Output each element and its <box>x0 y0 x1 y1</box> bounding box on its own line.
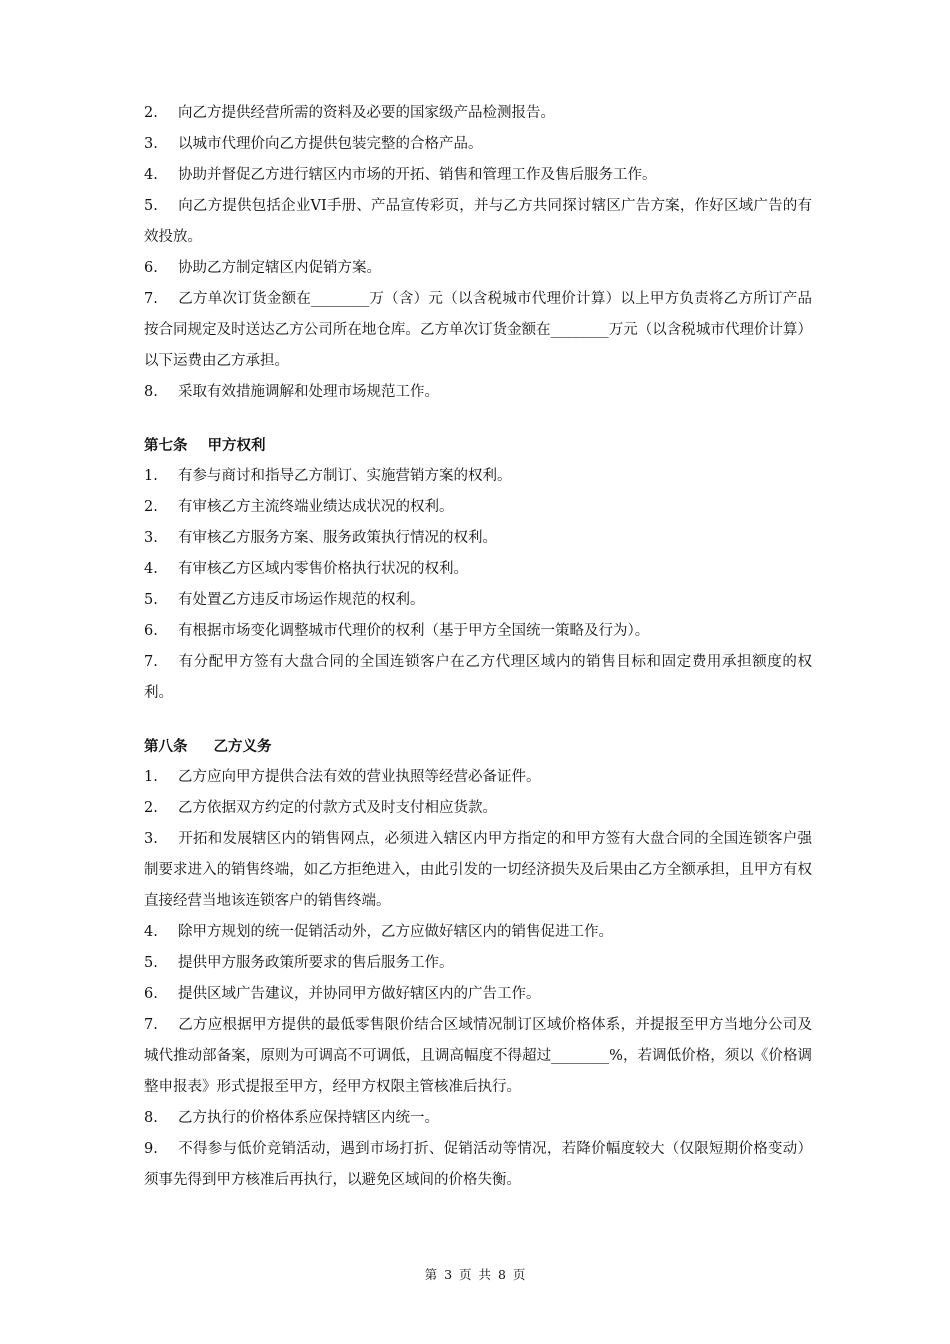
list-item: 5. 向乙方提供包括企业VI手册、产品宣传彩页，并与乙方共同探讨辖区广告方案，作好区域广告的有效投放。 <box>144 198 812 245</box>
list-item: 6. 有根据市场变化调整城市代理价的权利（基于甲方全国统一策略及行为）。 <box>144 623 650 639</box>
list-item: 7. 有分配甲方签有大盘合同的全国连锁客户在乙方代理区域内的销售目标和固定费用承担额度的权利。 <box>144 654 812 701</box>
list-item: 4. 除甲方规划的统一促销活动外，乙方应做好辖区内的销售促进工作。 <box>144 924 613 940</box>
section-heading: 第七条 甲方权利 <box>144 437 266 454</box>
list-item: 3. 以城市代理价向乙方提供包装完整的合格产品。 <box>144 136 483 152</box>
list-item: 7. 乙方单次订货金额在________万（含）元（以含税城市代理价计算）以上甲方负责将乙方所订产品按合同规定及时送达乙方公司所在地仓库。乙方单次订货金额在________万元（以含税城市代理价计算）以下运费由乙方承担。 <box>144 291 812 369</box>
section-spacer <box>144 709 812 731</box>
list-item: 2. 有审核乙方主流终端业绩达成状况的权利。 <box>144 499 454 515</box>
list-item: 3. 有审核乙方服务方案、服务政策执行情况的权利。 <box>144 530 497 546</box>
list-item: 4. 有审核乙方区域内零售价格执行状况的权利。 <box>144 561 468 577</box>
section-heading: 第八条 乙方义务 <box>144 738 272 755</box>
list-item: 6. 提供区域广告建议，并协同甲方做好辖区内的广告工作。 <box>144 986 541 1002</box>
list-item: 5. 有处置乙方违反市场运作规范的权利。 <box>144 592 425 608</box>
list-item: 1. 有参与商讨和指导乙方制订、实施营销方案的权利。 <box>144 468 512 484</box>
list-item: 2. 乙方依据双方约定的付款方式及时支付相应货款。 <box>144 800 497 816</box>
document-body <box>144 98 812 1196</box>
list-item: 4. 协助并督促乙方进行辖区内市场的开拓、销售和管理工作及售后服务工作。 <box>144 167 657 183</box>
list-item: 9. 不得参与低价竞销活动，遇到市场打折、促销活动等情况，若降价幅度较大（仅限短期价格变动）须事先得到甲方核准后再执行，以避免区域间的价格失衡。 <box>144 1141 812 1188</box>
list-item: 1. 乙方应向甲方提供合法有效的营业执照等经营必备证件。 <box>144 769 541 785</box>
section-spacer <box>144 408 812 430</box>
list-item: 6. 协助乙方制定辖区内促销方案。 <box>144 260 381 276</box>
section-article-7 <box>144 430 812 709</box>
list-item: 8. 乙方执行的价格体系应保持辖区内统一。 <box>144 1110 439 1126</box>
list-item: 3. 开拓和发展辖区内的销售网点，必须进入辖区内甲方指定的和甲方签有大盘合同的全国连锁客户强制要求进入的销售终端，如乙方拒绝进入，由此引发的一切经济损失及后果由乙方全额承担，且甲方有权直接经营当地该连锁客户的销售终端。 <box>144 831 812 909</box>
section-previous-items <box>144 98 812 408</box>
list-item: 2. 向乙方提供经营所需的资料及必要的国家级产品检测报告。 <box>144 105 555 121</box>
list-item: 5. 提供甲方服务政策所要求的售后服务工作。 <box>144 955 454 971</box>
list-item: 7. 乙方应根据甲方提供的最低零售限价结合区域情况制订区域价格体系，并提报至甲方当地分公司及城代推动部备案，原则为可调高不可调低，且调高幅度不得超过________%，若调低价格，须以《价格调整申报表》形式提报至甲方，经甲方权限主管核准后执行。 <box>144 1017 812 1095</box>
list-item: 8. 采取有效措施调解和处理市场规范工作。 <box>144 384 439 400</box>
section-article-8 <box>144 731 812 1196</box>
page-footer: 第 3 页 共 8 页 <box>424 1267 526 1282</box>
